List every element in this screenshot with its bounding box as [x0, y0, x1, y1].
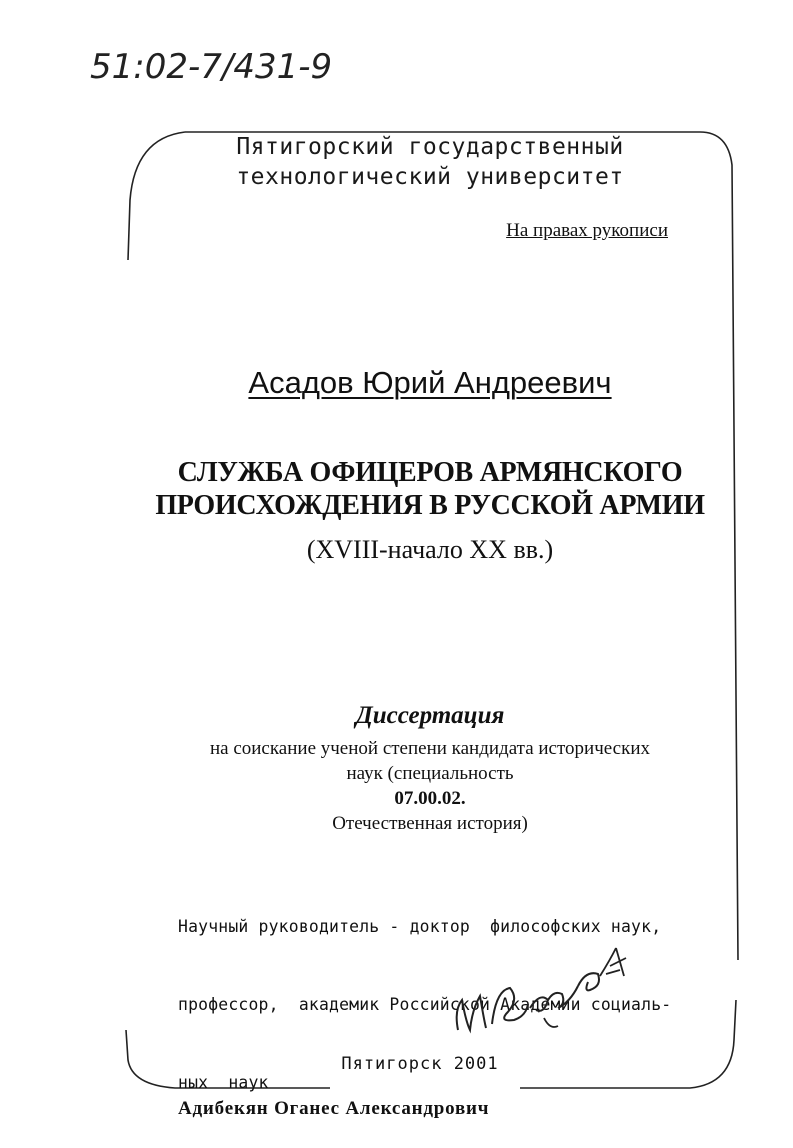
- dissertation-label: Диссертация: [355, 702, 505, 729]
- author-name-text: Асадов Юрий Андреевич: [248, 365, 612, 400]
- supervisor-name: Адибекян Оганес Александрович: [178, 1098, 490, 1119]
- dissertation-title: [110, 456, 750, 522]
- supervisor-line-2: профессор, академик Российской Академии социаль-: [178, 995, 672, 1014]
- supervisor-line-3: [178, 1070, 678, 1122]
- supervisor-line-3-prefix: ных наук: [178, 1073, 279, 1092]
- title-line-2: ПРОИСХОЖДЕНИЯ В РУССКОЙ АРМИИ: [155, 490, 705, 521]
- title-line-1: СЛУЖБА ОФИЦЕРОВ АРМЯНСКОГО: [177, 457, 683, 488]
- title-period: (XVIII-начало XX вв.): [306, 535, 554, 564]
- degree-line-2-prefix: наук (специальность: [346, 763, 514, 784]
- university-line-1: Пятигорский государственный: [236, 134, 624, 160]
- handwritten-catalog-number: [88, 38, 418, 96]
- degree-line-1: на соискание ученой степени кандидата исторических: [209, 738, 651, 759]
- catalog-number-text: 51:02-7/431-9: [90, 47, 333, 87]
- handwritten-signature: [440, 930, 640, 1050]
- supervisor-line-1: Научный руководитель - доктор философских наук,: [178, 917, 662, 936]
- manuscript-rights-note: На правах рукописи: [506, 220, 668, 241]
- author-name: [150, 364, 710, 402]
- university-name: [160, 132, 700, 192]
- university-line-2: технологический университет: [236, 164, 624, 190]
- specialty-code: 07.00.02.: [394, 788, 466, 809]
- degree-line-2-suffix: Отечественная история): [332, 813, 528, 834]
- city-year: Пятигорск 2001: [341, 1054, 499, 1074]
- degree-line-2: [130, 761, 730, 836]
- degree-description: [130, 736, 730, 836]
